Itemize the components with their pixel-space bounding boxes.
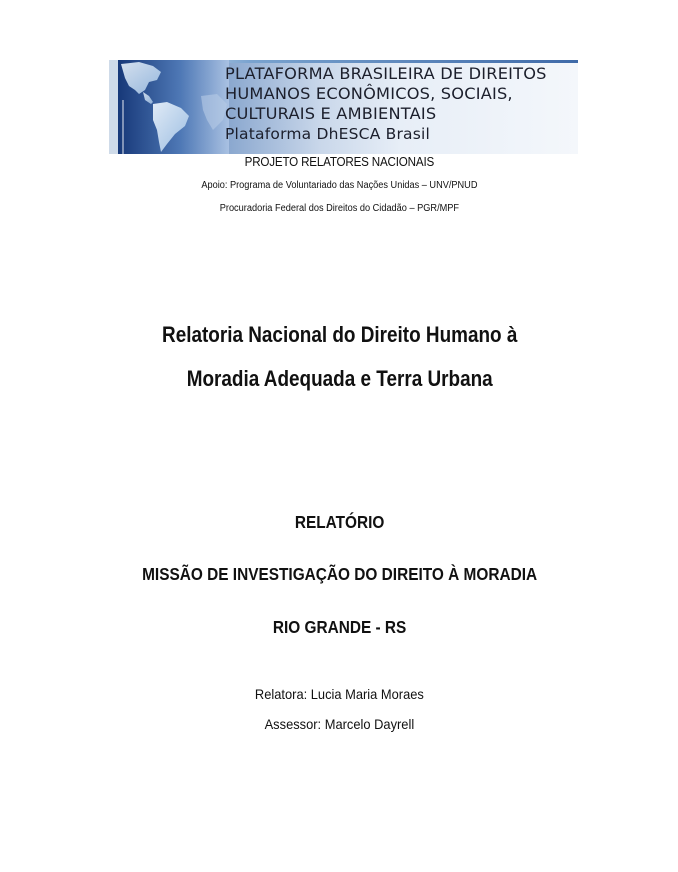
banner-line-4: Plataforma DhESCA Brasil — [225, 125, 431, 143]
document-title-line-2: Moradia Adequada e Terra Urbana — [186, 366, 493, 391]
banner-title — [225, 64, 575, 143]
report-label: RELATÓRIO — [294, 512, 385, 532]
document-title-line-1: Relatoria Nacional do Direito Humano à — [162, 322, 518, 347]
banner-line-2: HUMANOS ECONÔMICOS, SOCIAIS, — [225, 84, 513, 103]
mission-title: MISSÃO DE INVESTIGAÇÃO DO DIREITO À MORADIA — [142, 564, 538, 584]
project-name: PROJETO RELATORES NACIONAIS — [244, 155, 435, 169]
mission-location: RIO GRANDE - RS — [272, 617, 407, 637]
relatora-credit: Relatora: Lucia Maria Moraes — [254, 686, 424, 702]
americas-map-logo — [109, 60, 229, 154]
banner-line-1: PLATAFORMA BRASILEIRA DE DIREITOS — [225, 64, 547, 83]
support-line: Apoio: Programa de Voluntariado das Nações Unidas – UNV/PNUD — [201, 180, 478, 191]
assessor-credit: Assessor: Marcelo Dayrell — [264, 716, 415, 732]
procuradoria-line: Procuradoria Federal dos Direitos do Cidadão – PGR/MPF — [219, 203, 460, 214]
platform-banner — [109, 60, 578, 154]
banner-line-3: CULTURAIS E AMBIENTAIS — [225, 104, 437, 123]
